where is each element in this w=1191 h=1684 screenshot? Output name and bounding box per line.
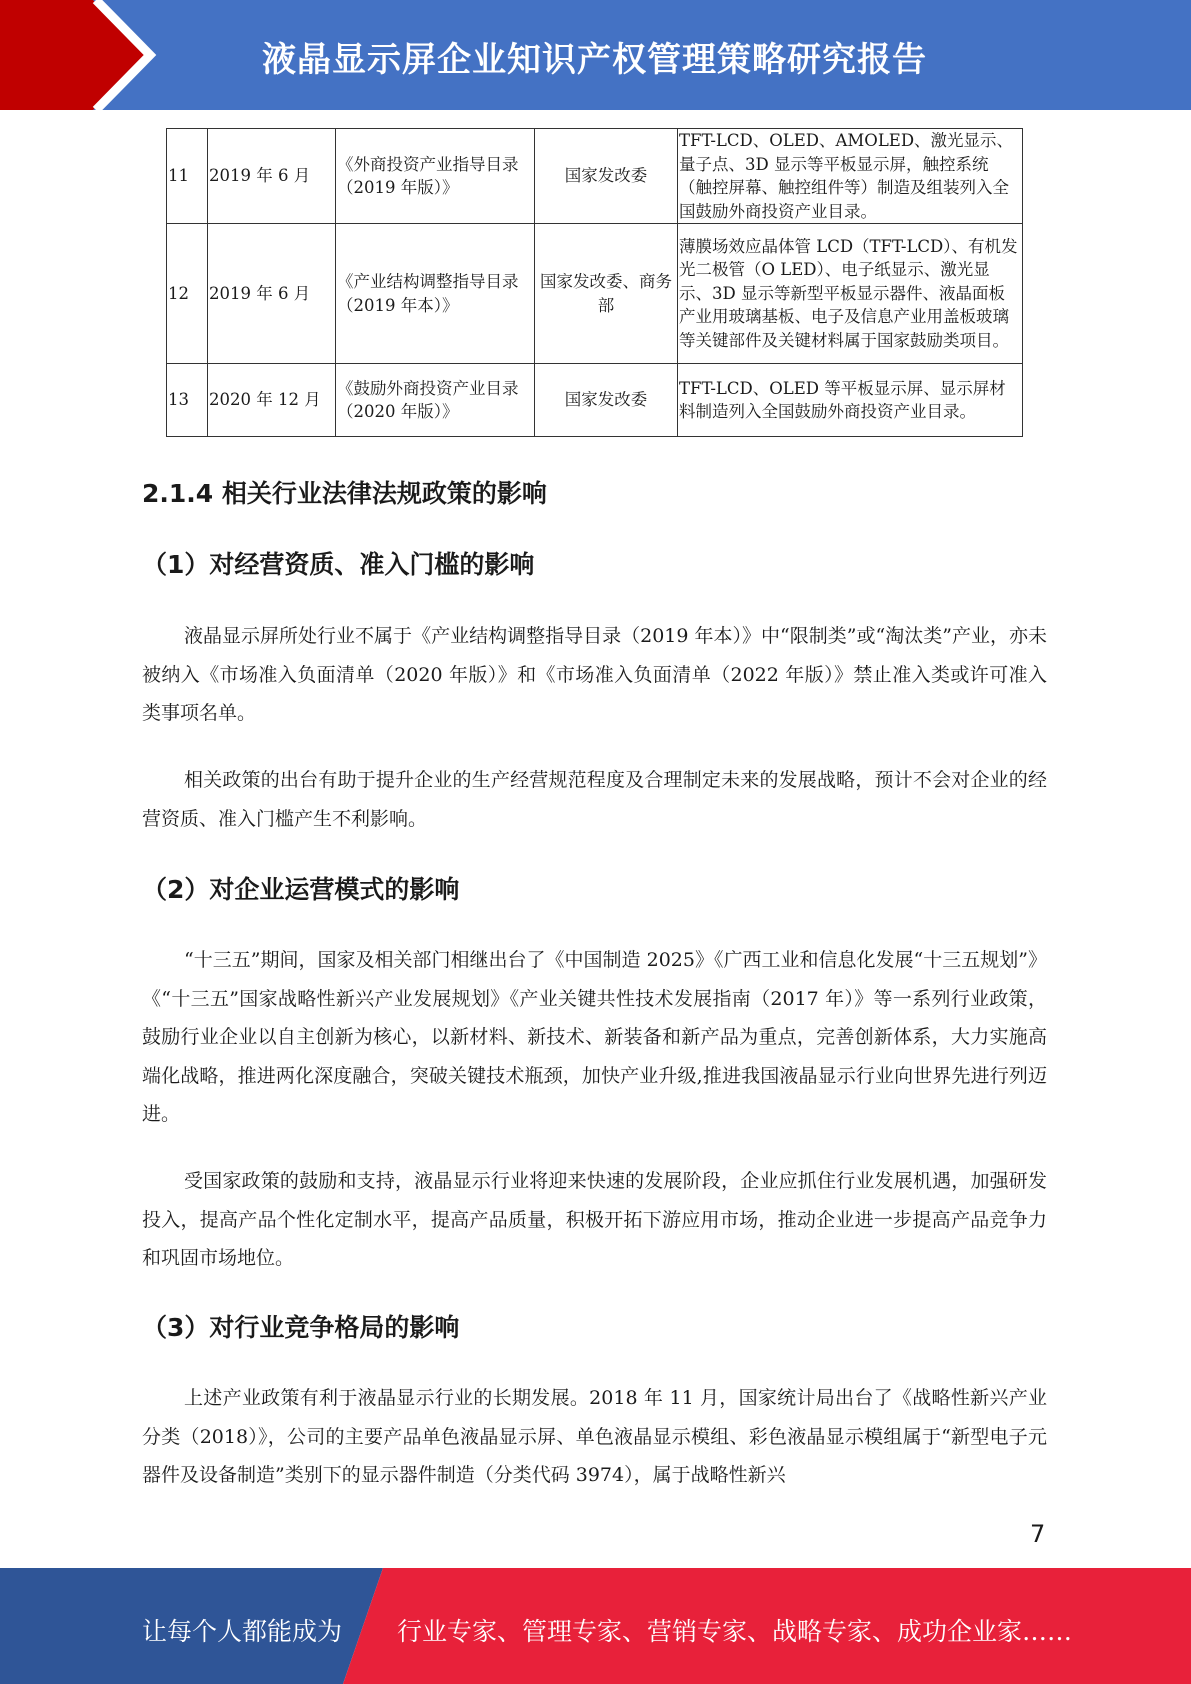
page-number: 7 — [1030, 1520, 1046, 1548]
issue-date: 2020 年 12 月 — [208, 364, 336, 437]
page-footer — [0, 1568, 1191, 1684]
row-number: 12 — [167, 224, 208, 364]
subheading-competition: （3）对行业竞争格局的影响 — [142, 1313, 460, 1342]
issuing-department: 国家发改委 — [535, 364, 678, 437]
paragraph: 上述产业政策有利于液晶显示行业的长期发展。2018 年 11 月，国家统计局出台了《战略性新兴产业分类（2018）》，公司的主要产品单色液晶显示屏、单色液晶显示模组、彩色液晶显示模组属于“新型电子元器件及设备制造”类别下的显示器件制造（分类代码 3974），属于战略性新兴 — [142, 1387, 1047, 1486]
policy-name: 《外商投资产业指导目录（2019 年版）》 — [336, 129, 535, 224]
paragraph: 受国家政策的鼓励和支持，液晶显示行业将迎来快速的发展阶段，企业应抓住行业发展机遇，加强研发投入，提高产品个性化定制水平，提高产品质量，积极开拓下游应用市场，推动企业进一步提高产品竞争力和巩固市场地位。 — [142, 1170, 1047, 1269]
report-title: 液晶显示屏企业知识产权管理策略研究报告 — [262, 40, 927, 80]
row-number: 11 — [167, 129, 208, 224]
footer-slogan-left: 让每个人都能成为 — [142, 1617, 343, 1646]
policy-name: 《鼓励外商投资产业目录（2020 年版）》 — [336, 364, 535, 437]
issue-date: 2019 年 6 月 — [208, 224, 336, 364]
section-heading: 2.1.4 相关行业法律法规政策的影响 — [142, 479, 547, 508]
footer-slogan-right: 行业专家、管理专家、营销专家、战略专家、成功企业家…… — [397, 1617, 1073, 1646]
paragraph: 液晶显示屏所处行业不属于《产业结构调整指导目录（2019 年本）》中“限制类”或“淘汰类”产业，亦未被纳入《市场准入负面清单（2020 年版）》和《市场准入负面清单（2022 年版）》禁止准入类或许可准入类事项名单。 — [142, 625, 1047, 724]
policy-description: TFT-LCD、OLED 等平板显示屏、显示屏材料制造列入全国鼓励外商投资产业目录。 — [678, 364, 1023, 437]
issuing-department: 国家发改委、商务部 — [535, 224, 678, 364]
row-number: 13 — [167, 364, 208, 437]
paragraph: “十三五”期间，国家及相关部门相继出台了《中国制造 2025》《广西工业和信息化发展“十三五规划”》《“十三五”国家战略性新兴产业发展规划》《产业关键共性技术发展指南（2017 年）》等一系列行业政策，鼓励行业企业以自主创新为核心，以新材料、新技术、新装备和新产品为重点，完善创新体系，大力实施高端化战略，推进两化深度融合，突破关键技术瓶颈，加快产业升级,推进我国液晶显示行业向世界先进行列迈进。 — [142, 949, 1047, 1125]
table-row — [167, 364, 1023, 437]
subheading-operation-mode: （2）对企业运营模式的影响 — [142, 875, 460, 904]
policy-table — [166, 128, 1023, 437]
policy-description: TFT-LCD、OLED、AMOLED、激光显示、量子点、3D 显示等平板显示屏，触控系统（触控屏幕、触控组件等）制造及组装列入全国鼓励外商投资产业目录。 — [678, 129, 1023, 224]
paragraph: 相关政策的出台有助于提升企业的生产经营规范程度及合理制定未来的发展战略，预计不会对企业的经营资质、准入门槛产生不利影响。 — [142, 769, 1047, 830]
table-row — [167, 224, 1023, 364]
policy-description: 薄膜场效应晶体管 LCD（TFT-LCD）、有机发光二极管（O LED）、电子纸显示、激光显示、3D 显示等新型平板显示器件、液晶面板产业用玻璃基板、电子及信息产业用盖板玻璃等关键部件及关键材料属于国家鼓励类项目。 — [678, 224, 1023, 364]
subheading-qualification: （1）对经营资质、准入门槛的影响 — [142, 550, 535, 579]
policy-name: 《产业结构调整指导目录（2019 年本）》 — [336, 224, 535, 364]
issuing-department: 国家发改委 — [535, 129, 678, 224]
table-row — [167, 129, 1023, 224]
page-header — [0, 0, 1191, 110]
issue-date: 2019 年 6 月 — [208, 129, 336, 224]
